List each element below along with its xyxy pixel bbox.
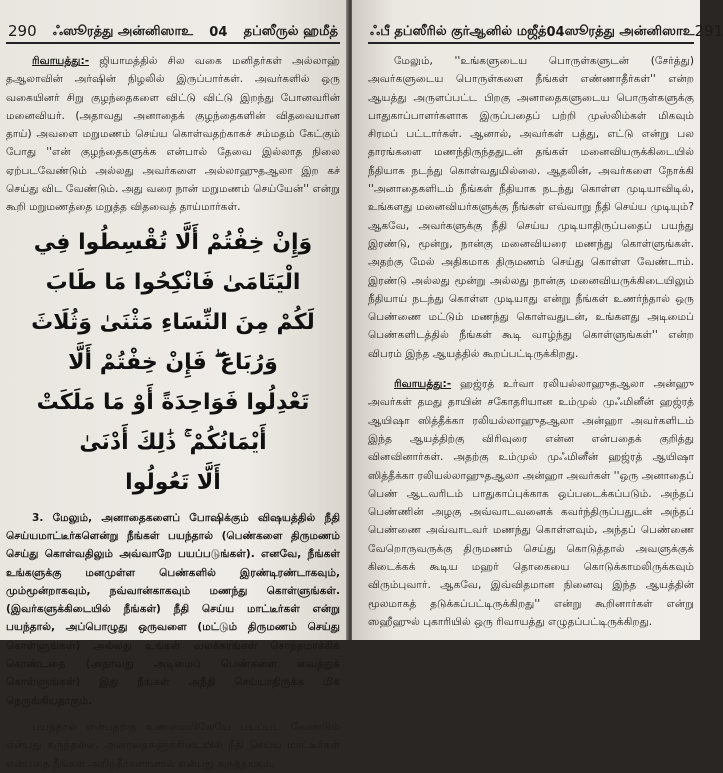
right-paragraph-explanation: மேலும், ''உங்களுடைய பொருள்களுடன் (சேர்த்து) அவர்களுடைய பொருள்களை நீங்கள் எண்ணாதீர்கள்'' என்ற ஆயத்து அருளப்பட்ட பிறகு அனாதைகளுடைய பொருள்களுக்கு பாதுகாப்பாளர்களாக இருப்பதைப் பற்றி முஸ்லிம்கள் மிகவும் சிரமப் பட்டார்கள். ஆனால், அவர்கள் பத்து, எட்டு என்று பல தாரங்களை மணந்திருந்ததுடன் தங்கள் மனைவியருக்கிடையில் நீதியாக நடந்து கொள்வதுமில்லை. ஆதலின், அவர்களை நோக்கி ''அனாதைகளிடம் நீங்கள் நீதியாக நடந்து கொள்ள முடியாவிடில், உங்களது மனைவியர்களுக்கு நீங்கள் எவ்வாறு நீதி செய்ய முடியும்? ஆகவே, அவர்களுக்கு நீதி செய்ய முடியாதிருப்பதைப் பயந்து இரண்டு, மூன்று, நான்கு மனைவியரை மணந்து கொள்ளுங்கள். அதற்கு மேல் அதிகமாக திருமணம் செய்து கொள்ள வேண்டாம். இரண்டு அல்லது மூன்று அல்லது நான்கு மனைவியருக்கிடையிலும் நீதியாய் நடந்து கொள்ள முடியாது என்று நீங்கள் உணர்ந்தால் ஒரு பெண்ணை மட்டும் மணந்து கொள்வதுடன், உங்களது அடிமைப் பெண்களிடத்தில் நீங்கள் கூடி வாழ்ந்து கொள்ளுங்கள்'' என்ற விபரம் இந்த ஆயத்தில் கூறப்பட்டிருக்கிறது. (368, 55, 694, 360)
left-page-body (6, 44, 340, 773)
left-running-head-number: 04 (209, 25, 228, 40)
left-page-number: 290 (8, 22, 37, 40)
arabic-verse (6, 223, 340, 503)
left-riwayat-text: ஜியாமத்தில் சில வகை மனிதர்கள் அல்லாஹ் தஆலாவின் அர்ஷின் நிழலில் இருப்பார்கள். அவர்களில் ஒரு வகையினர் சிறு குழந்தைகளை விட்டு விட்டு இறந்து போனவரின் மனைவியர். (அதாவது அனாதைக் குழந்தைகளின் விதவையான தாய்) அவளை மறுமணம் செய்ய கொள்வதற்காகச் சம்மதம் கேட்கும் போது ''என் குழந்தைகளுக்க என்பால் தேவை இல்லாத நிலை ஏற்படவேண்டும் அல்லது அவர்களை அல்லாஹுதஆலா இற கச் செய்து விட வேண்டும். அது வரை நான் மறுமணம் செய்யேன்'' என்று கூறி மறுமணத்தை மறுத்த விதவைத் தாய்மார்கள். (6, 55, 340, 214)
left-running-head-surah: ஃஸூரத்து அன்னிஸாஉ (52, 24, 194, 39)
left-running-header (6, 0, 340, 44)
arabic-verse-line: تَعْدِلُوا فَوَاحِدَةً أَوْ مَا مَلَكَتْ أَيْمَانُكُمْ ۚ ذَٰلِكَ أَدْنَىٰ (36, 389, 310, 455)
right-page-body (368, 44, 694, 631)
right-running-head-book: ஃபீ தப்ஸீரில் குர்ஆனில் மஜீத் (370, 24, 547, 39)
arabic-verse-line: وَإِنْ خِفْتُمْ أَلَّا تُقْسِطُوا فِي الْيَتَامَىٰ فَانْكِحُوا مَا طَابَ (33, 229, 313, 295)
right-riwayat-heading: ரிவாயத்து:- (394, 378, 452, 391)
left-page (0, 0, 348, 770)
left-paragraph-riwayat (6, 52, 340, 217)
right-page-number: 291 (694, 22, 723, 40)
right-riwayat-text: ஹஜ்ரத் உர்வா ரலியல்லாஹுதஆலா அன்ஹு அவர்கள் தமது தாயின் சகோதரியான உம்முல் முஃமினீன் ஹஜ்ரத் ஆயிஷா ஸித்தீக்கா ரலியல்லாஹுதஆலா அன்ஹா அவர்களிடம் இந்த ஆயத்திற்கு விரிவுரை என்ன என்பதைக் குறித்து வினவினார்கள். அதற்கு உம்முல் முஃமினீன் ஹஜ்ரத் ஆயிஷா ஸித்தீக்கா ரலியல்லாஹுதஆலா அன்ஹா அவர்கள் ''ஒரு அனாதைப் பெண் ஆடவரிடம் பாதுகாப்புக்காக ஒப்படைக்கப்படும். அந்தப் பெண்ணின் அழகு அவ்வாடவனைக் கவர்ந்திருப்பதுடன் அந்தப் பெண்ணை அவ்வாடவர் மணந்து கொள்ளவும், அந்தப் பெண்ணை வேறொருவருக்கு திருமணம் செய்து கொடுத்தால் அவளுக்குக் கிடைக்கக் கூடிய மஹர் தொகையை கொடுக்காமலிருக்கவும் விரும்புவார். ஆகவே, இவ்விதமான நினைவு இந்த ஆயத்தின் மூலமாகத் தடுக்கப்பட்டிருக்கிறது'' என்று கூறினார்கள் என்று ஸஹீஹுல் புகாரியில் ஒரு ரிவாயத்து எழுதப்பட்டிருக்கிறது. (368, 378, 694, 628)
right-page (352, 0, 723, 640)
left-paragraph-explanation: பயந்தால் என்பதற்கு உண்மையிலேயே பயப்பட வேண்டும் என்பது கருத்தல்ல. அனாதைகளுக்கிடையில் நீதி செய்ய மாட்டீர்கள் என்பதை நீங்கள் அறிந்தீர்களானால் என்பது கருத்தாகும். (6, 720, 340, 770)
left-running-head-book: தப்ஸீருல் ஹமீத் (243, 24, 338, 39)
right-running-head-surah: ஸூரத்து அன்னிஸாஉ (564, 24, 695, 39)
arabic-verse-line: أَلَّا تَعُولُوا (125, 469, 221, 495)
left-riwayat-heading: ரிவாயத்து:- (32, 55, 90, 67)
arabic-verse-line: لَكُمْ مِنَ النِّسَاءِ مَثْنَىٰ وَثُلَاثَ وَرُبَاعَ ۖ فَإِنْ خِفْتُمْ أَلَّا (31, 309, 315, 375)
right-paragraph-riwayat (368, 375, 694, 631)
right-running-header (368, 0, 723, 44)
right-running-head-number: 04 (546, 25, 565, 40)
left-paragraph-translation: 3. மேலும், அனாதைகளைப் போஷிக்கும் விஷயத்தில் நீதி செய்யமாட்டீர்களென்று நீங்கள் பயந்தால் (பெண்களை திருமணம் செய்து கொள்வதிலும் அவ்வாறே பயப்படுங்கள்). எனவே, நீங்கள் உங்களுக்கு மனமுள்ள பெண்களில் இரண்டிரண்டாகவும், மும்மூன்றாகவும், நவ்வான்காகவும் மணந்து கொள்ளுங்கள். (இவர்களுக்கிடையில் நீங்கள்) நீதி செய்ய மாட்டீர்கள் என்று பயந்தால், அப்பொழுது ஒருவளை (மட்டும் திருமணம் செய்து கொள்ளுங்கள்) அல்லது உங்கள் வலக்கரங்கள் சொந்தமாக்கிக் கொண்டதை (அதாவது அடிமைப் பெண்களை வைத்துக் கொள்ளுங்கள்) இது நீங்கள் அநீதி செய்யாதிருக்க மிக நெருங்கியதாகும். (6, 511, 340, 707)
